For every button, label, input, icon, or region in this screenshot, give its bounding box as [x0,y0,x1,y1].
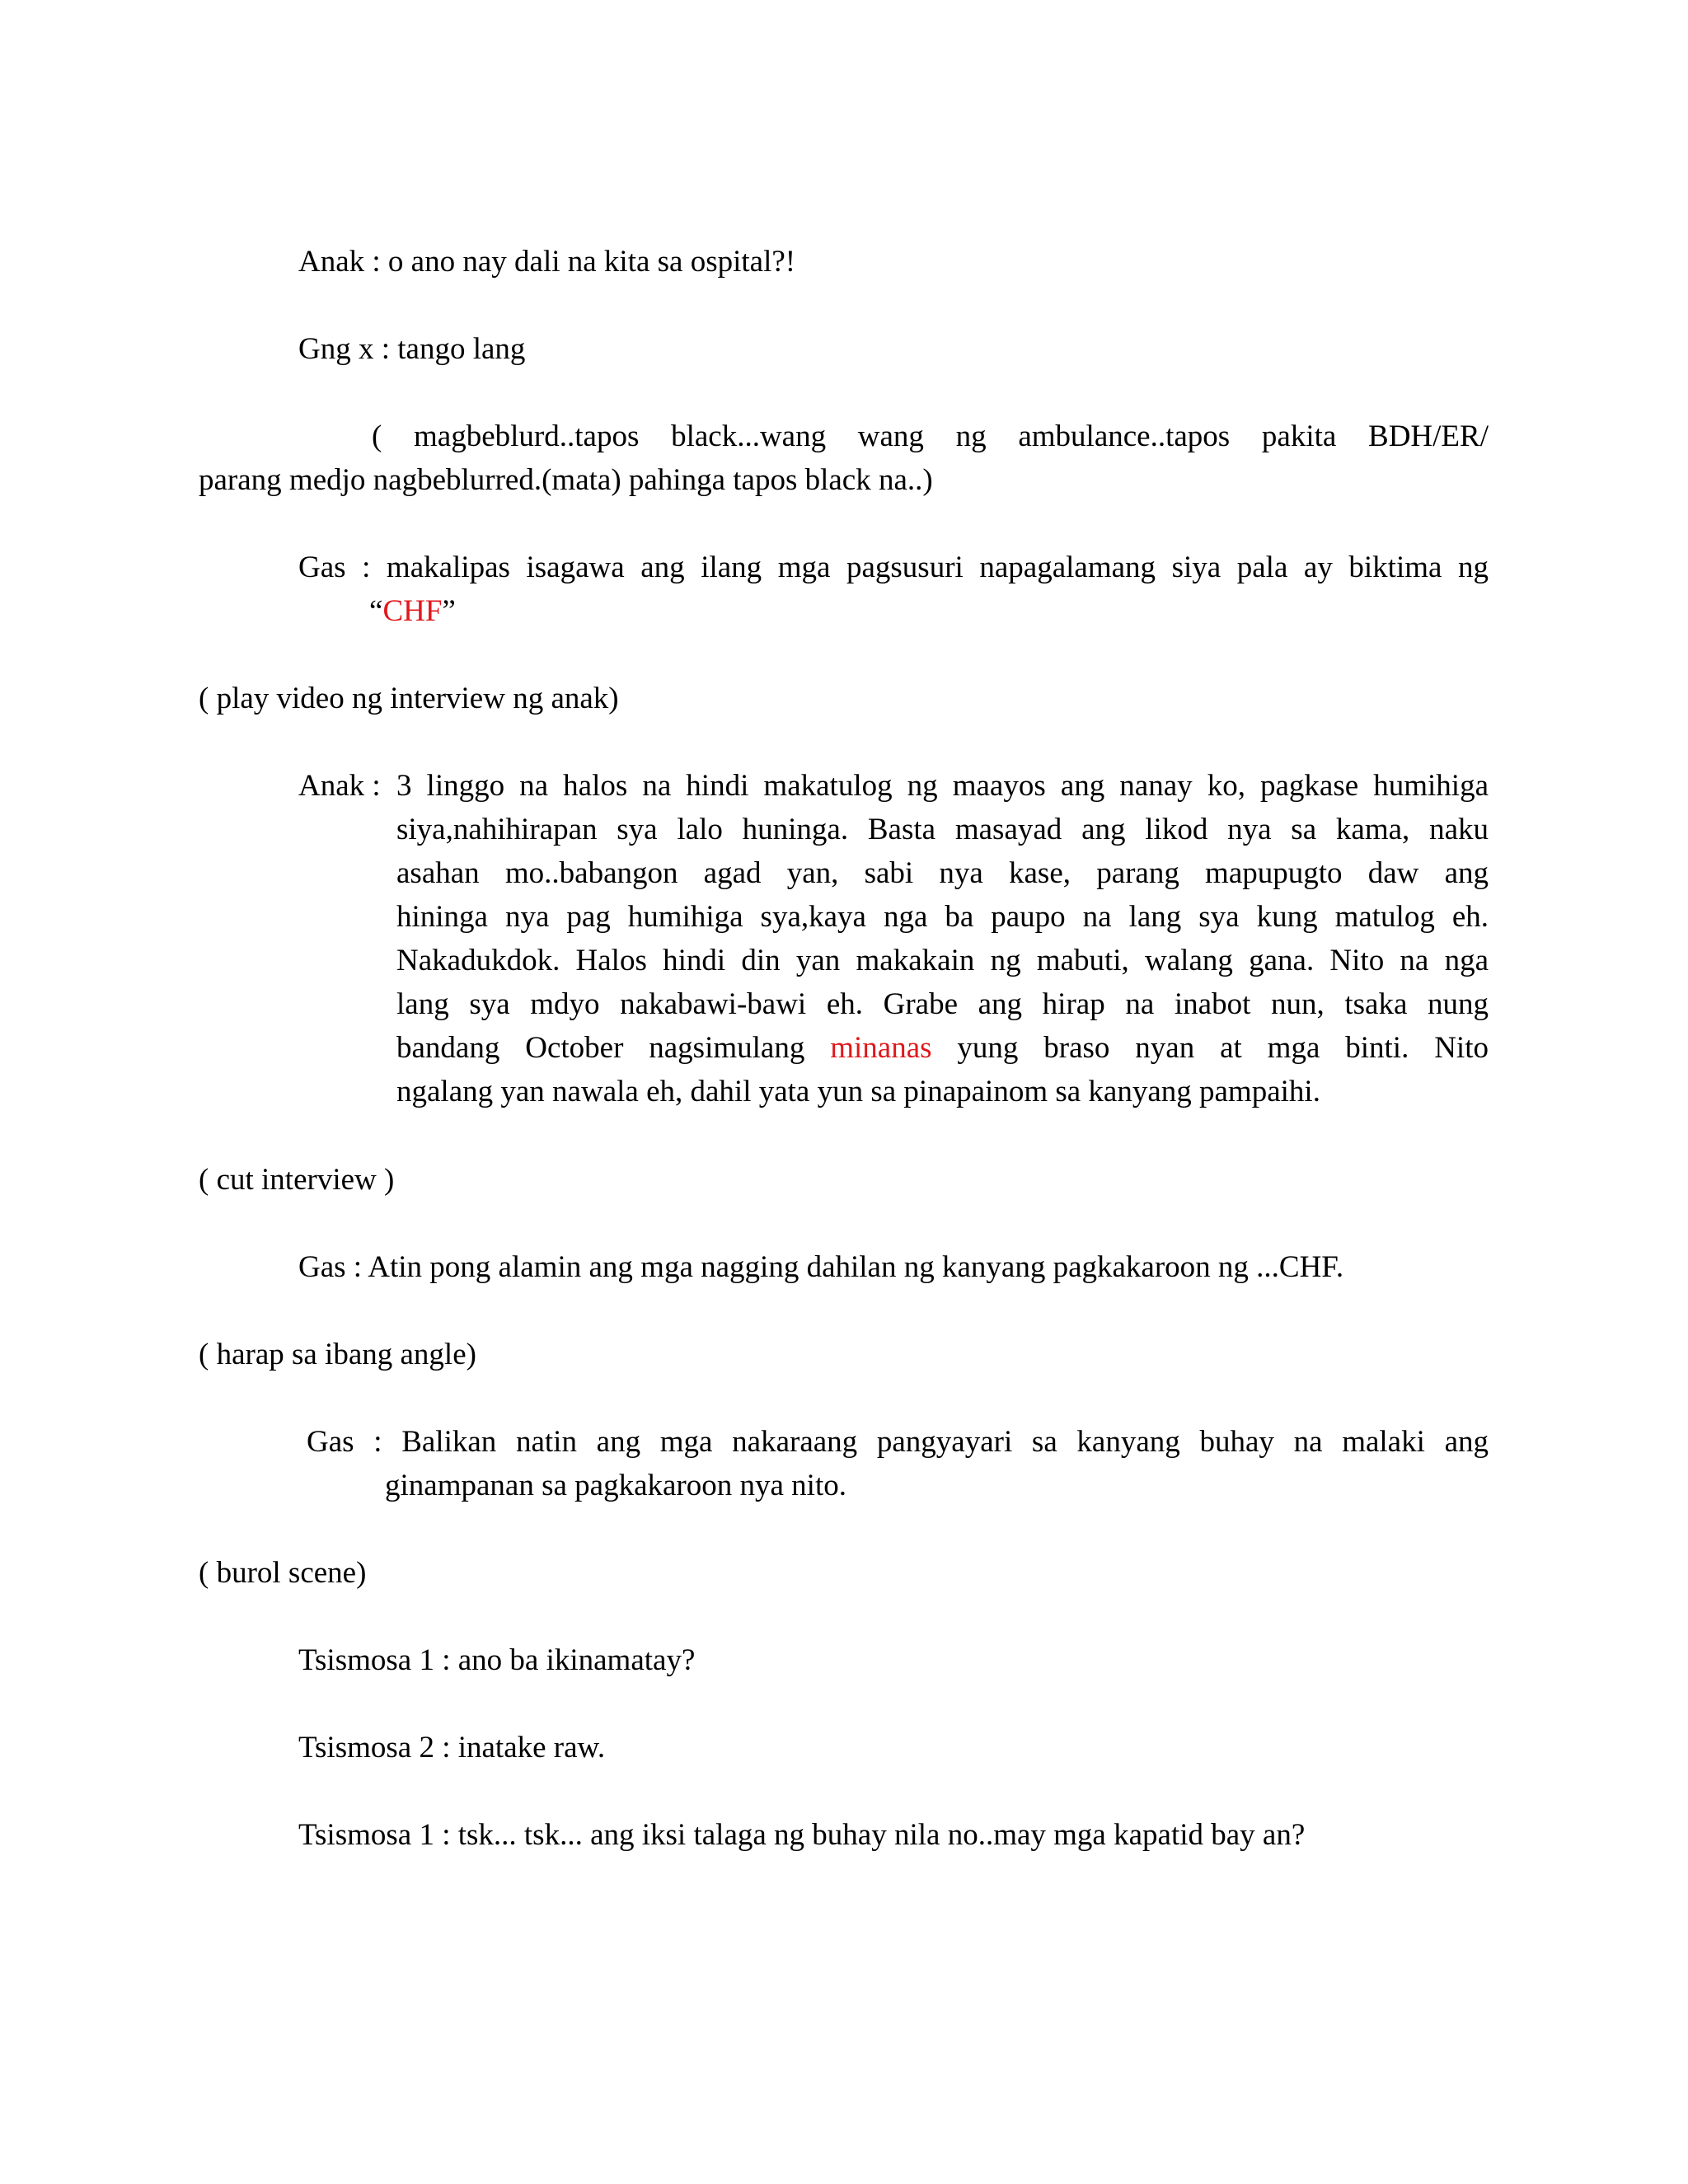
close-quote: ” [442,594,456,628]
anak-row: hininga nya pag humihiga sya,kaya nga ba paupo na lang sya kung matulog eh. [396,900,1489,934]
open-quote: “ [369,594,383,628]
stage-direction-angle: ( harap sa ibang angle) [199,1338,476,1371]
line-tsismosa-1-question: Tsismosa 1 : ano ba ikinamatay? [298,1643,696,1677]
anak-row: asahan mo..babangon agad yan, sabi nya kase, parang mapupugto daw ang [396,856,1489,890]
line-gng-x-nod: Gng x : tango lang [298,332,526,366]
stage-direction-play-video: ( play video ng interview ng anak) [199,682,619,715]
anak-row-text: bandang October nagsimulang [396,1031,831,1065]
anak-interview-paragraph [396,764,1489,1113]
stage-direction-row: parang medjo nagbeblurred.(mata) pahinga tapos black na..) [199,463,933,497]
line-tsismosa-2-answer: Tsismosa 2 : inatake raw. [298,1731,606,1765]
narration-row: Gas : makalipas isagawa ang ilang mga pagsusuri napagalamang siya pala ay biktima ng [298,551,1489,584]
narration-row: Gas : Balikan natin ang mga nakaraang pangyayari sa kanyang buhay na malaki ang [307,1425,1489,1459]
anak-row-text: yung braso nyan at mga binti. Nito [931,1031,1489,1065]
stage-direction-cut-interview: ( cut interview ) [199,1163,395,1197]
highlight-minanas: minanas [830,1031,932,1065]
anak-speaker-label: Anak : [298,769,381,803]
stage-direction-row: ( magbeblurd..tapos black...wang wang ng ambulance..tapos pakita BDH/ER/ [372,419,1489,453]
narration-gas-flashback [307,1420,1489,1464]
anak-row: lang sya mdyo nakabawi-bawi eh. Grabe ang hirap na inabot nun, tsaka nung [396,987,1489,1021]
anak-row: siya,nahihirapan sya lalo huninga. Basta masayad ang likod nya sa kama, naku [396,813,1489,846]
narration-gas-diagnosis [298,546,1489,589]
anak-row-minanas [396,1026,1489,1070]
narration-row-chf [369,589,456,633]
narration-gas-causes: Gas : Atin pong alamin ang mga nagging dahilan ng kanyang pagkakaroon ng ...CHF. [298,1250,1344,1284]
line-anak-question: Anak : o ano nay dali na kita sa ospital?! [298,245,796,279]
stage-direction-ambulance [372,415,1489,458]
highlight-chf: CHF [382,594,443,628]
anak-row: 3 linggo na halos na hindi makatulog ng maayos ang nanay ko, pagkase humihiga [396,769,1489,803]
anak-row: Nakadukdok. Halos hindi din yan makakain ng mabuti, walang gana. Nito na nga [396,944,1489,977]
stage-direction-burol: ( burol scene) [199,1556,367,1590]
anak-row: ngalang yan nawala eh, dahil yata yun sa pinapainom sa kanyang pampaihi. [396,1075,1320,1108]
line-tsismosa-1-remark: Tsismosa 1 : tsk... tsk... ang iksi talaga ng buhay nila no..may mga kapatid bay an? [298,1818,1306,1852]
narration-row: ginampanan sa pagkakaroon nya nito. [385,1469,846,1502]
